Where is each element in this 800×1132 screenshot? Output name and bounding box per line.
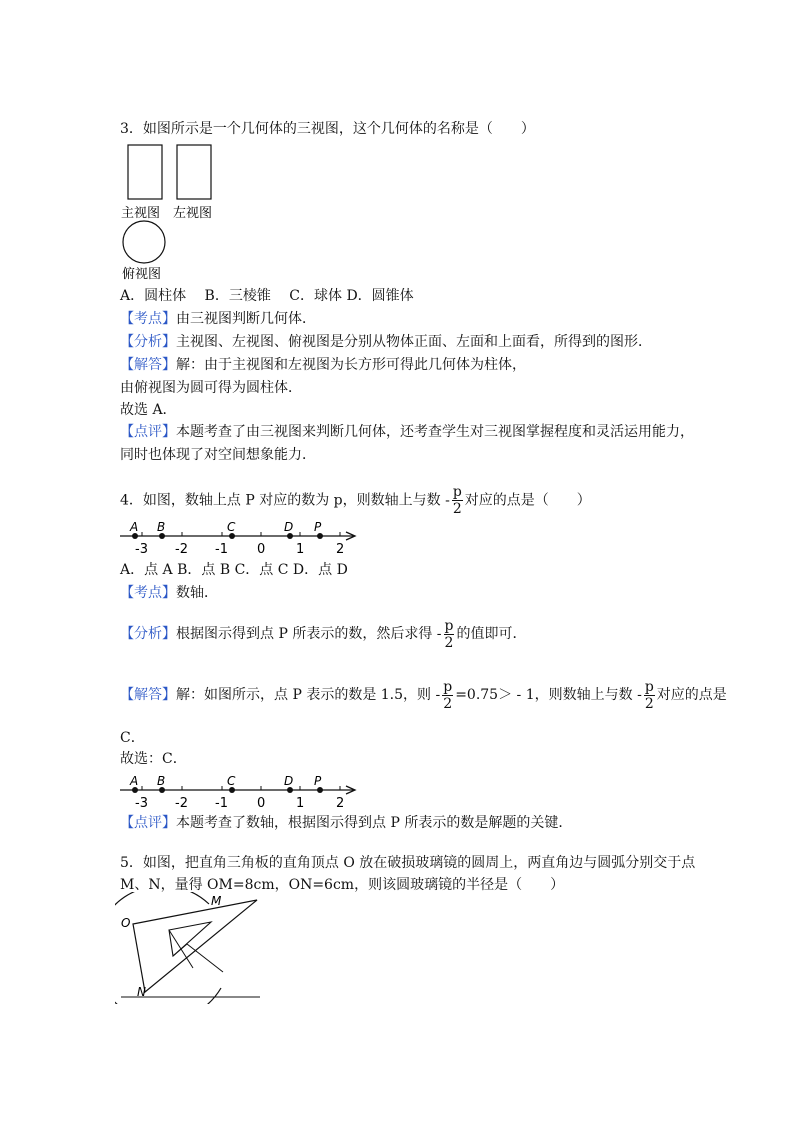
q3-jieda-2: 由俯视图为圆可得为圆柱体． xyxy=(120,380,302,396)
number-line-2 xyxy=(118,772,363,812)
frac-den: 2 xyxy=(644,695,654,712)
point-p-label: P xyxy=(314,774,322,788)
jieda-tag: 【解答】 xyxy=(120,357,176,373)
label-n: N xyxy=(137,985,146,999)
tick-label: -3 xyxy=(135,542,148,557)
frac-den: 2 xyxy=(444,634,454,651)
label-m: M xyxy=(211,894,222,908)
point-d-label: D xyxy=(284,520,294,534)
q4-dianping xyxy=(120,813,572,833)
dianping-text: 本题考查了数轴，根据图示得到点 P 所表示的数是解题的关键． xyxy=(176,815,573,831)
point-d-label: D xyxy=(284,774,294,788)
tick-label: 2 xyxy=(336,796,345,811)
tick-label: -1 xyxy=(215,542,228,557)
fenxi-text-b: 的值即可． xyxy=(456,626,527,642)
tick-label: -1 xyxy=(215,796,228,811)
kaodian-text: 数轴． xyxy=(176,585,218,601)
number-line-1 xyxy=(118,518,363,558)
fenxi-text-a: 根据图示得到点 P 所表示的数，然后求得 - xyxy=(176,626,442,642)
q4-stem-b: 对应的点是（ ） xyxy=(464,492,591,509)
kaodian-tag: 【考点】 xyxy=(120,311,176,327)
q4-jieda-d: C． xyxy=(120,730,145,746)
tick-label: 0 xyxy=(257,796,266,811)
frac-num: p xyxy=(444,617,454,634)
q3-fenxi xyxy=(120,332,652,352)
tick-label: 0 xyxy=(257,542,266,557)
tick-label: 1 xyxy=(296,796,305,811)
frac-num: p xyxy=(443,678,453,695)
frac-den: 2 xyxy=(452,501,462,517)
q3-dianping-2: 同时也体现了对空间想象能力． xyxy=(120,447,316,463)
side-view-rect xyxy=(177,145,211,199)
jieda-text-a: 解：如图所示，点 P 表示的数是 1.5，则 - xyxy=(176,687,441,703)
front-view-rect xyxy=(128,145,162,199)
q4-fenxi xyxy=(120,617,526,651)
point-c-label: C xyxy=(227,520,236,534)
triangle-outer xyxy=(133,900,257,992)
dianping-tag: 【点评】 xyxy=(120,815,176,831)
tick-label: 1 xyxy=(296,542,305,557)
q3-answer: 故选 A． xyxy=(120,402,177,418)
point-b-label: B xyxy=(157,520,166,534)
fenxi-tag: 【分析】 xyxy=(120,334,176,350)
point-a-label: A xyxy=(130,774,139,788)
q4-stem xyxy=(120,484,591,517)
fenxi-text: 主视图、左视图、俯视图是分别从物体正面、左面和上面看，所得到的图形． xyxy=(176,334,652,350)
fraction-p-over-2 xyxy=(452,484,463,517)
kaodian-tag: 【考点】 xyxy=(120,585,176,601)
triangle-inner xyxy=(169,922,211,956)
three-view-figure xyxy=(118,140,228,282)
dianping-tag: 【点评】 xyxy=(120,424,176,440)
point-c-label: C xyxy=(227,774,236,788)
label-o: O xyxy=(121,916,131,930)
front-view-label: 主视图 xyxy=(121,206,161,221)
dianping-text: 本题考查了由三视图来判断几何体，还考查学生对三视图掌握程度和灵活运用能力， xyxy=(176,424,694,440)
fraction-p-over-2 xyxy=(644,679,655,712)
kaodian-text: 由三视图判断几何体． xyxy=(176,311,316,327)
broken-mirror-figure xyxy=(115,892,265,1004)
q5-stem: 5．如图，把直角三角板的直角顶点 O 放在破损玻璃镜的圆周上，两直角边与圆弧分别交于点 xyxy=(120,855,696,871)
jieda-text: 解：由于主视图和左视图为长方形可得此几何体为柱体， xyxy=(176,357,526,373)
q4-stem-a: 4．如图，数轴上点 P 对应的数为 p，则数轴上与数 - xyxy=(120,492,450,509)
frac-den: 2 xyxy=(443,695,453,712)
tick-label: -2 xyxy=(175,542,188,557)
q3-stem: 3．如图所示是一个几何体的三视图，这个几何体的名称是（ ） xyxy=(120,121,535,137)
mirror-arc xyxy=(115,892,221,1004)
q3-dianping xyxy=(120,422,694,442)
point-b-label: B xyxy=(157,774,166,788)
q4-kaodian xyxy=(120,583,218,603)
frac-num: p xyxy=(452,484,462,500)
jieda-tag: 【解答】 xyxy=(120,687,176,703)
q5-stem-2: M、N，量得 OM=8cm，ON=6cm，则该圆玻璃镜的半径是（ ） xyxy=(120,877,565,893)
top-view-label: 俯视图 xyxy=(122,267,162,282)
fenxi-tag: 【分析】 xyxy=(120,626,176,642)
jieda-text-b: =0.75＞ - 1，则数轴上与数 - xyxy=(455,687,642,703)
q3-kaodian xyxy=(120,309,316,329)
q4-jieda xyxy=(120,678,727,712)
point-p-label: P xyxy=(314,520,322,534)
fraction-p-over-2 xyxy=(444,618,455,651)
fraction-p-over-2 xyxy=(442,679,453,712)
q4-options: A．点 A B．点 B C．点 C D．点 D xyxy=(120,562,348,578)
jieda-text-c: 对应的点是 xyxy=(656,687,727,703)
top-view-circle xyxy=(123,221,165,263)
tick-label: -3 xyxy=(135,796,148,811)
frac-num: p xyxy=(644,678,654,695)
q3-jieda xyxy=(120,355,526,375)
tick-label: -2 xyxy=(175,796,188,811)
q3-options: A．圆柱体 B．三棱锥 C．球体 D．圆锥体 xyxy=(120,288,414,304)
q4-answer: 故选：C． xyxy=(120,751,187,767)
tick-label: 2 xyxy=(336,542,345,557)
side-view-label: 左视图 xyxy=(173,206,213,221)
point-a-label: A xyxy=(130,520,139,534)
